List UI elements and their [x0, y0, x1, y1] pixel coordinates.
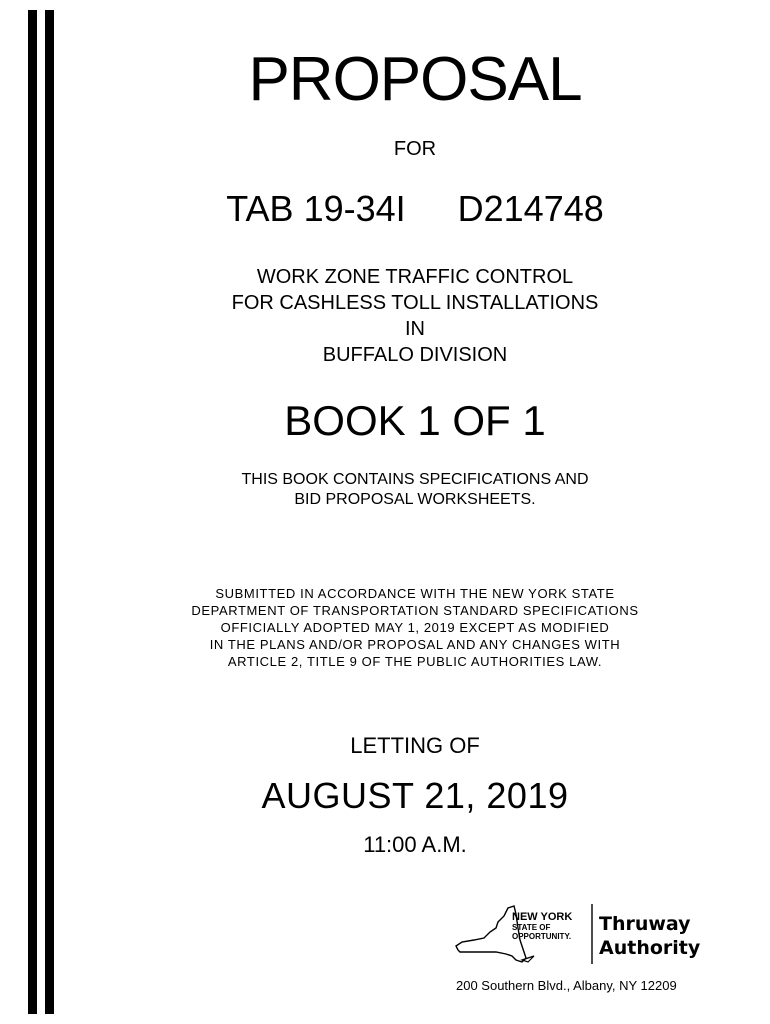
letting-label: LETTING OF — [350, 733, 480, 758]
logo-authority-line1: Thruway — [599, 913, 691, 935]
thruway-authority-logo — [452, 902, 702, 968]
submission-line: ARTICLE 2, TITLE 9 OF THE PUBLIC AUTHORITIES LAW. — [227, 654, 603, 669]
project-description — [60, 264, 770, 368]
letting-time: 11:00 A.M. — [363, 832, 467, 857]
submission-line: DEPARTMENT OF TRANSPORTATION STANDARD SPECIFICATIONS — [191, 603, 639, 618]
tab-number: TAB 19-34I — [226, 188, 406, 229]
left-border-bar-outer — [28, 10, 37, 1014]
book-contents-line: BID PROPOSAL WORKSHEETS. — [294, 491, 536, 508]
submission-line: SUBMITTED IN ACCORDANCE WITH THE NEW YORK STATE — [215, 586, 615, 601]
logo-authority-line2: Authority — [599, 937, 701, 959]
letting-date: AUGUST 21, 2019 — [261, 775, 569, 816]
submission-statement — [60, 585, 770, 670]
description-line: WORK ZONE TRAFFIC CONTROL — [256, 266, 574, 288]
address: 200 Southern Blvd., Albany, NY 12209 — [456, 978, 677, 993]
new-york-state-outline-icon — [452, 902, 702, 968]
document-title: PROPOSAL — [248, 45, 582, 114]
book-label: BOOK 1 OF 1 — [284, 397, 546, 444]
book-contents-note — [60, 470, 770, 510]
book-contents-line: THIS BOOK CONTAINS SPECIFICATIONS AND — [241, 471, 589, 488]
for-label: FOR — [393, 138, 437, 160]
description-line: BUFFALO DIVISION — [322, 344, 508, 366]
description-line: IN — [405, 318, 425, 340]
contract-number: D214748 — [457, 188, 604, 229]
submission-line: IN THE PLANS AND/OR PROPOSAL AND ANY CHANGES WITH — [209, 637, 621, 652]
left-border-bar-inner — [45, 10, 54, 1014]
submission-line: OFFICIALLY ADOPTED MAY 1, 2019 EXCEPT AS MODIFIED — [220, 620, 610, 635]
logo-state-line1: NEW YORK — [512, 911, 573, 923]
logo-state-line2: STATE OF — [512, 923, 551, 932]
logo-state-line3: OPPORTUNITY. — [512, 932, 572, 941]
tab-contract-line — [60, 188, 770, 230]
description-line: FOR CASHLESS TOLL INSTALLATIONS — [231, 292, 599, 314]
